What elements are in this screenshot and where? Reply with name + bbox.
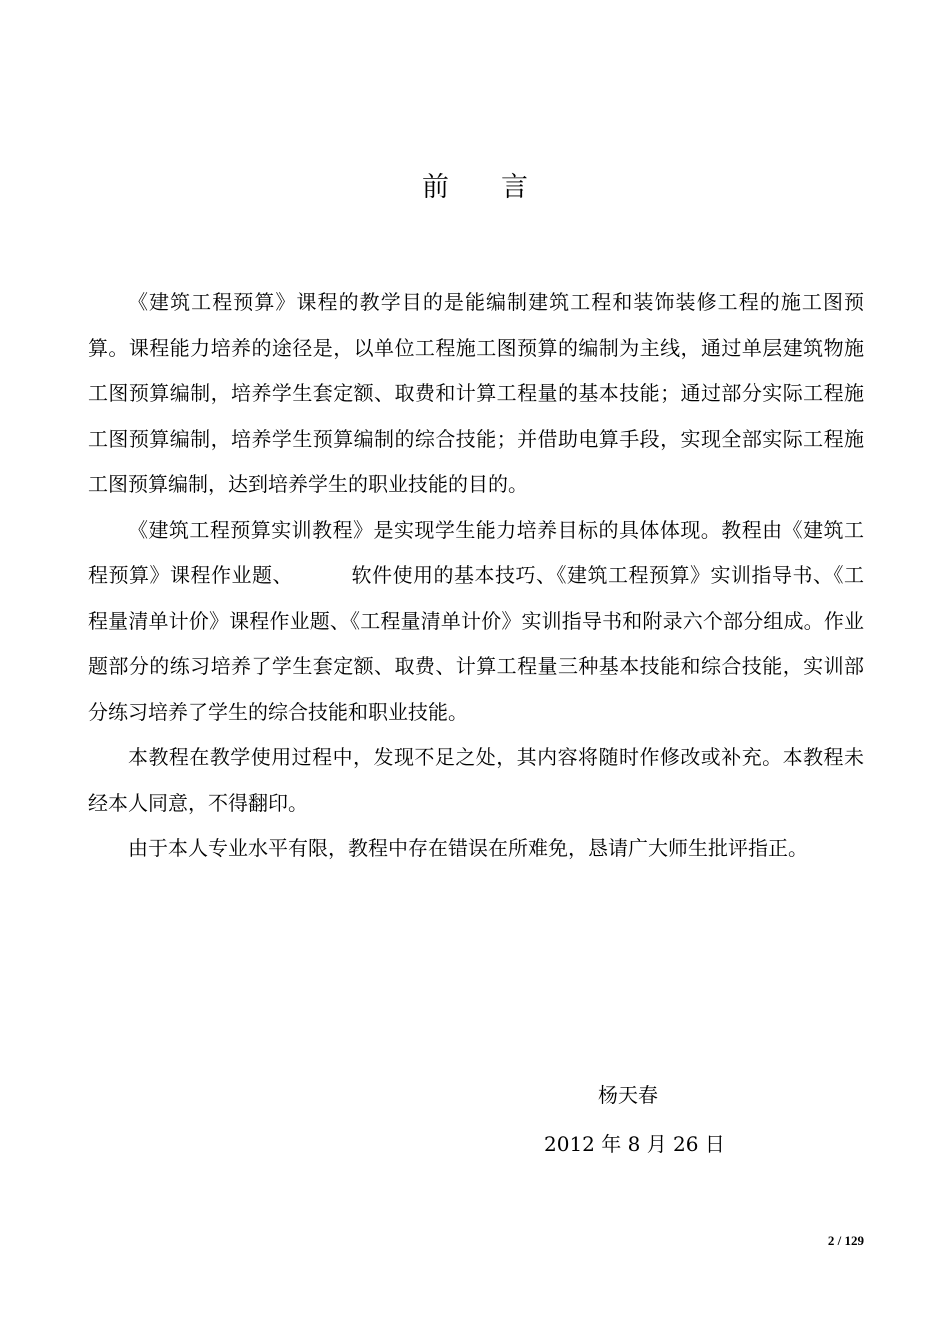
signature-date: 2012 年 8 月 26 日 bbox=[544, 1132, 725, 1156]
body-text bbox=[88, 280, 864, 872]
paragraph-2-part-1: 《建筑工程预算实训教程》是实现学生能力培养目标的具体体现。教程由《建筑工程预算》课程作业题、 bbox=[88, 517, 864, 587]
paragraph-2 bbox=[88, 508, 864, 736]
page-number: 2 / 129 bbox=[827, 1233, 864, 1248]
paragraph-3: 本教程在教学使用过程中，发现不足之处，其内容将随时作修改或补充。本教程未经本人同意，不得翻印。 bbox=[88, 745, 864, 815]
title-char-1: 前 bbox=[422, 172, 449, 203]
paragraph-2-part-2: 软件使用的基本技巧、《建筑工程预算》实训指导书、《工程量清单计价》课程作业题、《工程量清单计价》实训指导书和附录六个部分组成。作业题部分的练习培养了学生套定额、取费、计算工程量三种基本技能和综合技能，实训部分练习培养了学生的综合技能和职业技能。 bbox=[88, 563, 864, 724]
paragraph-1: 《建筑工程预算》课程的教学目的是能编制建筑工程和装饰装修工程的施工图预算。课程能力培养的途径是，以单位工程施工图预算的编制为主线，通过单层建筑物施工图预算编制，培养学生套定额、取费和计算工程量的基本技能；通过部分实际工程施工图预算编制，培养学生预算编制的综合技能；并借助电算手段，实现全部实际工程施工图预算编制，达到培养学生的职业技能的目的。 bbox=[88, 290, 864, 496]
paragraph-4: 由于本人专业水平有限，教程中存在错误在所难免，恳请广大师生批评指正。 bbox=[128, 836, 808, 860]
title-char-2: 言 bbox=[501, 172, 528, 203]
author-signature: 杨天春 bbox=[598, 1083, 658, 1107]
page-title bbox=[0, 168, 950, 208]
